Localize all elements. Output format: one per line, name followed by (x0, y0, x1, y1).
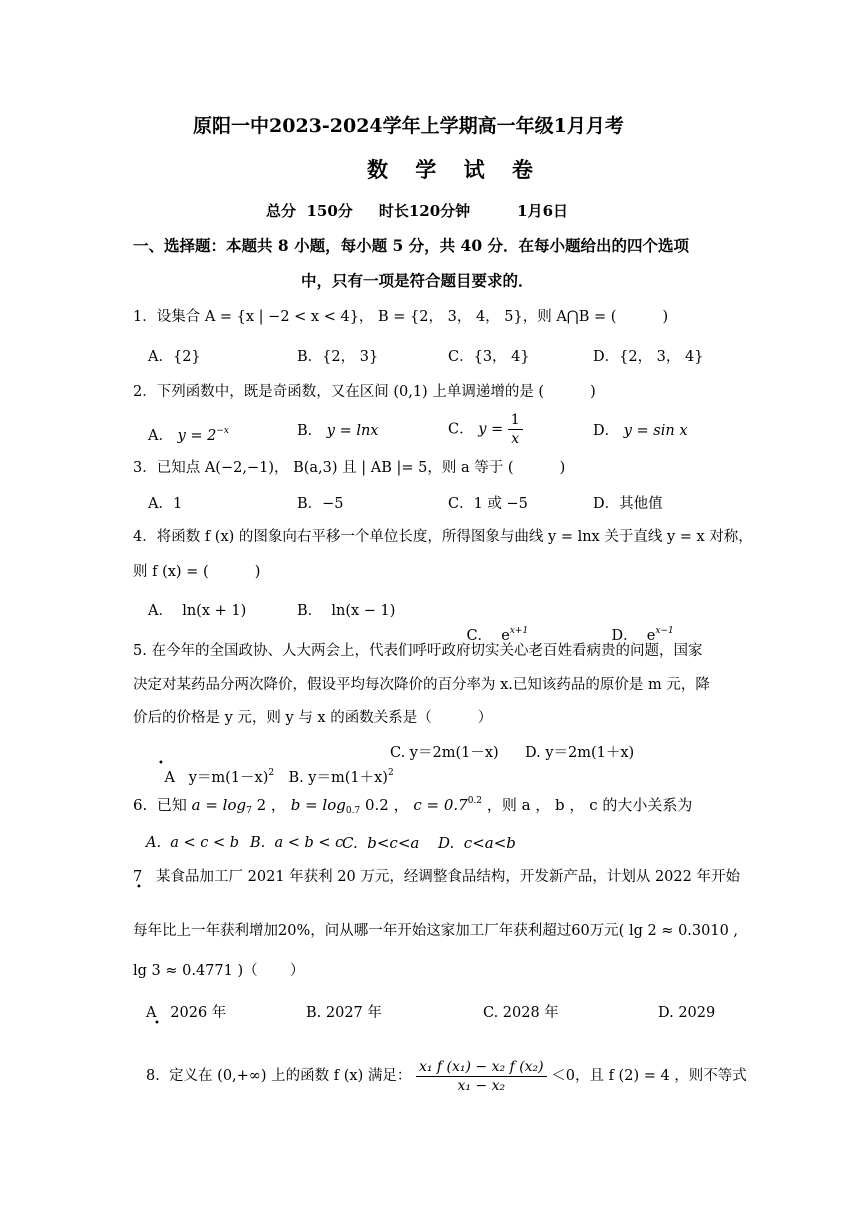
fraction-denominator: x₁ − x₂ (457, 1077, 506, 1094)
question-6-expr-c: c = 0.7 (408, 796, 468, 814)
question-1-stem: 1．设集合 A = {x | −2 < x < 4}， B = {2， 3， 4， 5}，则 A⋂B = ( ) (133, 309, 669, 325)
question-7-option-b: B. 2027 年 (306, 1005, 382, 1021)
question-1-option-a: A．{2} (148, 349, 201, 365)
question-7-line2: 每年比上一年获利增加20%，问从哪一年开始这家加工厂年获利超过60万元( lg 2 ≈ 0.3010 , (133, 923, 739, 939)
option-label: D． (593, 423, 620, 439)
question-2-option-d (593, 421, 688, 441)
exam-meta: 总分 150分 时长120分钟 1月6日 (266, 202, 569, 220)
question-6-stem-part: 6. 已知 (133, 796, 192, 814)
question-5-option-c: C. y＝2m(1－x) (390, 745, 499, 761)
question-6-sub: 7 (246, 806, 252, 816)
question-2-option-c (448, 411, 523, 451)
question-6-stem-part: 2 ， (251, 796, 286, 814)
exam-subject-title: 数 学 试 卷 (367, 157, 543, 182)
question-1-option-d: D．{2， 3， 4} (593, 349, 704, 365)
option-base: B. y＝m(1＋x) (288, 770, 388, 786)
question-6-stem (133, 791, 692, 821)
option-exponent: 2 (268, 768, 275, 778)
question-7-line3: lg 3 ≈ 0.4771 )（ ） (133, 963, 305, 979)
question-4-stem-line1: 4．将函数 f (x) 的图象向右平移一个单位长度，所得图象与曲线 y = lnx 关于直线 y = x 对称， (133, 529, 753, 545)
question-2-stem: 2．下列函数中，既是奇函数，又在区间 (0,1) 上单调递增的是 ( ) (133, 384, 596, 400)
option-base: D． e (611, 628, 656, 644)
question-2-option-b (297, 421, 378, 441)
option-expression: y = sin x (623, 423, 688, 439)
question-7-option-a: A 2026 年 (146, 1005, 227, 1021)
option-label: B． (297, 423, 323, 439)
question-3-option-c: C．1 或 −5 (448, 496, 528, 512)
question-2-option-a (148, 421, 229, 446)
question-7-option-d: D. 2029 (658, 1005, 716, 1021)
question-3-option-b: B．−5 (297, 496, 344, 512)
fraction-numerator: 1 (508, 411, 523, 430)
question-5-line2: 决定对某药品分两次降价，假设平均每次降价的百分率为 x.已知该药品的原价是 m 元，降 (133, 677, 710, 693)
option-exponent: x+1 (509, 626, 529, 636)
question-3-option-d: D．其他值 (593, 496, 663, 512)
dot-mark: • (158, 758, 164, 769)
section-heading-line2: 中，只有一项是符合题目要求的． (301, 271, 534, 290)
option-base: A y＝m(1－x) (164, 770, 269, 786)
option-expression: y = (478, 421, 504, 438)
question-8-stem-part: ＜0，且 f (2) = 4 ，则不等式 (551, 1068, 747, 1084)
question-7-line1: 7 某食品加工厂 2021 年获利 20 万元，经调整食品结构，开发新产品，计划从 2022 年开始 (133, 869, 740, 885)
question-7-option-c: C. 2028 年 (483, 1005, 559, 1021)
question-6-option-c: C. b<c<a (342, 834, 420, 852)
question-3-option-a: A．1 (148, 496, 183, 512)
option-expression: y = lnx (326, 423, 379, 439)
fraction (508, 411, 523, 448)
option-base: C． e (466, 628, 510, 644)
question-6-option-b: B. a < b < c (250, 835, 344, 851)
option-expression: y = 2 (177, 428, 217, 444)
question-4-option-a: A． ln(x + 1) (148, 603, 247, 619)
question-6-expr-a: a = log (191, 796, 247, 814)
fraction-numerator: x₁ f (x₁) − x₂ f (x₂) (416, 1058, 547, 1077)
question-6-stem-part: 0.2 ， (360, 796, 409, 814)
option-exponent: 2 (387, 768, 394, 778)
question-6-sup: 0.2 (467, 796, 483, 806)
question-5-line3: 价后的价格是 y 元，则 y 与 x 的函数关系是（ ） (133, 710, 493, 726)
section-heading-line1: 一、选择题：本题共 8 小题，每小题 5 分，共 40 分．在每小题给出的四个选项 (133, 236, 690, 255)
option-label: C． (448, 421, 474, 438)
exam-school-title: 原阳一中2023-2024学年上学期高一年级1月月考 (193, 115, 624, 137)
option-exponent: x−1 (655, 626, 674, 636)
question-5-line1: 5. 在今年的全国政协、人大两会上，代表们呼吁政府切实关心老百姓看病贵的问题，国家 (133, 643, 703, 659)
dot-mark: • (136, 882, 142, 893)
question-3-stem: 3．已知点 A(−2,−1)， B(a,3) 且 | AB |= 5，则 a 等于 ( ) (133, 460, 566, 476)
question-4-stem-line2: 则 f (x) = ( ) (133, 564, 261, 580)
fraction-denominator: x (511, 431, 520, 447)
question-4-option-b: B． ln(x − 1) (297, 603, 396, 619)
question-8-fraction (416, 1058, 547, 1095)
question-8-stem (146, 1050, 747, 1102)
question-6-expr-b: b = log (285, 796, 346, 814)
question-1-option-b: B．{2， 3} (297, 349, 379, 365)
dot-mark: • (154, 1018, 160, 1029)
question-6-option-d: D. c<a<b (438, 834, 516, 852)
option-label: A． (148, 428, 173, 444)
question-6-sub: 0.7 (345, 806, 361, 816)
question-8-stem-part: 8. 定义在 (0,+∞) 上的函数 f (x) 满足： (146, 1068, 412, 1084)
question-6-option-a: A. a < c < b (146, 835, 240, 851)
option-exponent: −x (216, 426, 230, 436)
question-5-option-d: D. y＝2m(1＋x) (525, 745, 635, 761)
question-1-option-c: C．{3， 4} (448, 349, 530, 365)
question-6-stem-part: ，则 a ， b ， c 的大小关系为 (482, 796, 693, 814)
